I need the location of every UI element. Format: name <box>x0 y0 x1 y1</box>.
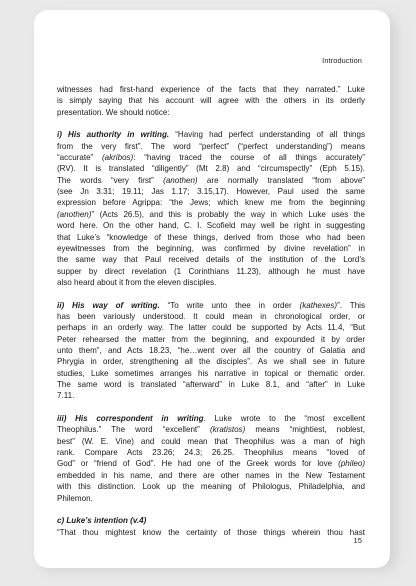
book-page <box>34 10 390 568</box>
running-header: Introduction <box>322 56 362 65</box>
text-line: Philemon. <box>57 493 93 503</box>
greek-term: (anothen) <box>163 175 198 185</box>
greek-term: (anothen) <box>57 209 92 219</box>
text-line: iii) His correspondent in writing. Luke wrote to the “most excellent <box>57 414 365 424</box>
text-line: word here. On the other hand, C. I. Scofield may well be right in suggesting <box>57 221 365 231</box>
section-heading-authority: i) His authority in writing. <box>57 130 170 140</box>
text-line: the same way that Paul received details of the institution of the Lord’s <box>57 255 365 265</box>
text-line: “accurate” (akribos): “having traced the course of all things accurately” <box>57 153 365 163</box>
text-line: The same word is translated “afterward” in Luke 8.1, and “after” in Luke <box>57 380 365 390</box>
page-number: 15 <box>353 536 362 545</box>
text-line: is simply saying that his account will agree with the others in its orderly <box>57 96 365 106</box>
text-line: perhaps in an orderly way. The latter could be supported by Acts 11.4, “But <box>57 323 365 333</box>
text-line: expression before Agrippa: “the Jews; which knew me from the beginning <box>57 198 365 208</box>
text-line: Theophilus.” The word “excellent” (kratistos) means “mightiest, noblest, <box>57 425 365 435</box>
text-line: (RV). It is translated “diligently” (Mt 2.8) and “circumspectly” (Eph 5.15). <box>57 164 365 174</box>
text-line: (anothen)” (Acts 26.5), and this is probably the way in which Luke uses the <box>57 209 365 219</box>
text-line: also heard about it from the eleven disciples. <box>57 277 217 287</box>
text-line: “That thou mightest know the certainty of those things wherein thou hast <box>57 527 365 537</box>
text-line: God” or “friend of God”. He had one of the Greek words for love (phileo) <box>57 459 365 469</box>
text-line: that Luke’s “knowledge of these things, derived from those who had been <box>57 232 365 242</box>
text-line: Peter rehearsed the matter from the beginning, and expounded it by order <box>57 334 365 344</box>
text-line: supper by direct revelation (1 Corinthians 11.23), although he must have <box>57 266 365 276</box>
greek-term: (kathexes) <box>299 300 338 310</box>
text-line: Phrygia in order, strengthening all the disciples”. As we shall see in future <box>57 357 365 367</box>
text-line: 7.11. <box>57 391 75 401</box>
greek-term: (kratistos) <box>209 425 246 435</box>
greek-term: (akribos) <box>101 153 134 163</box>
text-line: ii) His way of writing. “To write unto thee in order (kathexes)”. This <box>57 300 365 310</box>
text-line: best” (W. E. Vine) and could mean that Theophilus was a man of high <box>57 436 365 446</box>
greek-term: (phileo) <box>338 459 365 469</box>
text-line: The words “very first” (anothen) are normally translated “from above” <box>57 175 365 185</box>
text-line: with this distinction. Look up the meaning of Philologus, Philadelphia, and <box>57 482 365 492</box>
text-line: rank. Compare Acts 23.26; 24.3; 26.25. Theophilus means “loved of <box>57 448 365 458</box>
subsection-heading-intention: c) Luke’s intention (v.4) <box>57 516 147 526</box>
text-line: from the very first”. The word “perfect” (“perfect understanding”) means <box>57 141 365 151</box>
text-line: studies, Luke sometimes arranges his narrative in topical or thematic order. <box>57 368 365 378</box>
text-line: has been variously understood. It could mean in chronological order, or <box>57 311 365 321</box>
page-body <box>57 84 365 538</box>
section-heading-correspondent: iii) His correspondent in writing <box>57 414 204 424</box>
text-line: presentation. We should notice: <box>57 107 170 117</box>
text-line: embedded in his name, and there are other names in the New Testament <box>57 470 365 480</box>
text-line: (see Jn 3.31; 19.11; Jas 1.17; 3.15,17). However, Paul used the same <box>57 187 365 197</box>
text-line: witnesses had first-hand experience of the facts that they narrated.” Luke <box>57 85 365 94</box>
text-line: i) His authority in writing. “Having had perfect understanding of all things <box>57 130 365 140</box>
section-heading-way: ii) His way of writing. <box>57 300 160 310</box>
text-line: unto them”, and Acts 18.23, “he…went over all the country of Galatia and <box>57 346 365 355</box>
text-line: eyewitnesses from the beginning, was confirmed by divine revelation” in <box>57 243 365 253</box>
